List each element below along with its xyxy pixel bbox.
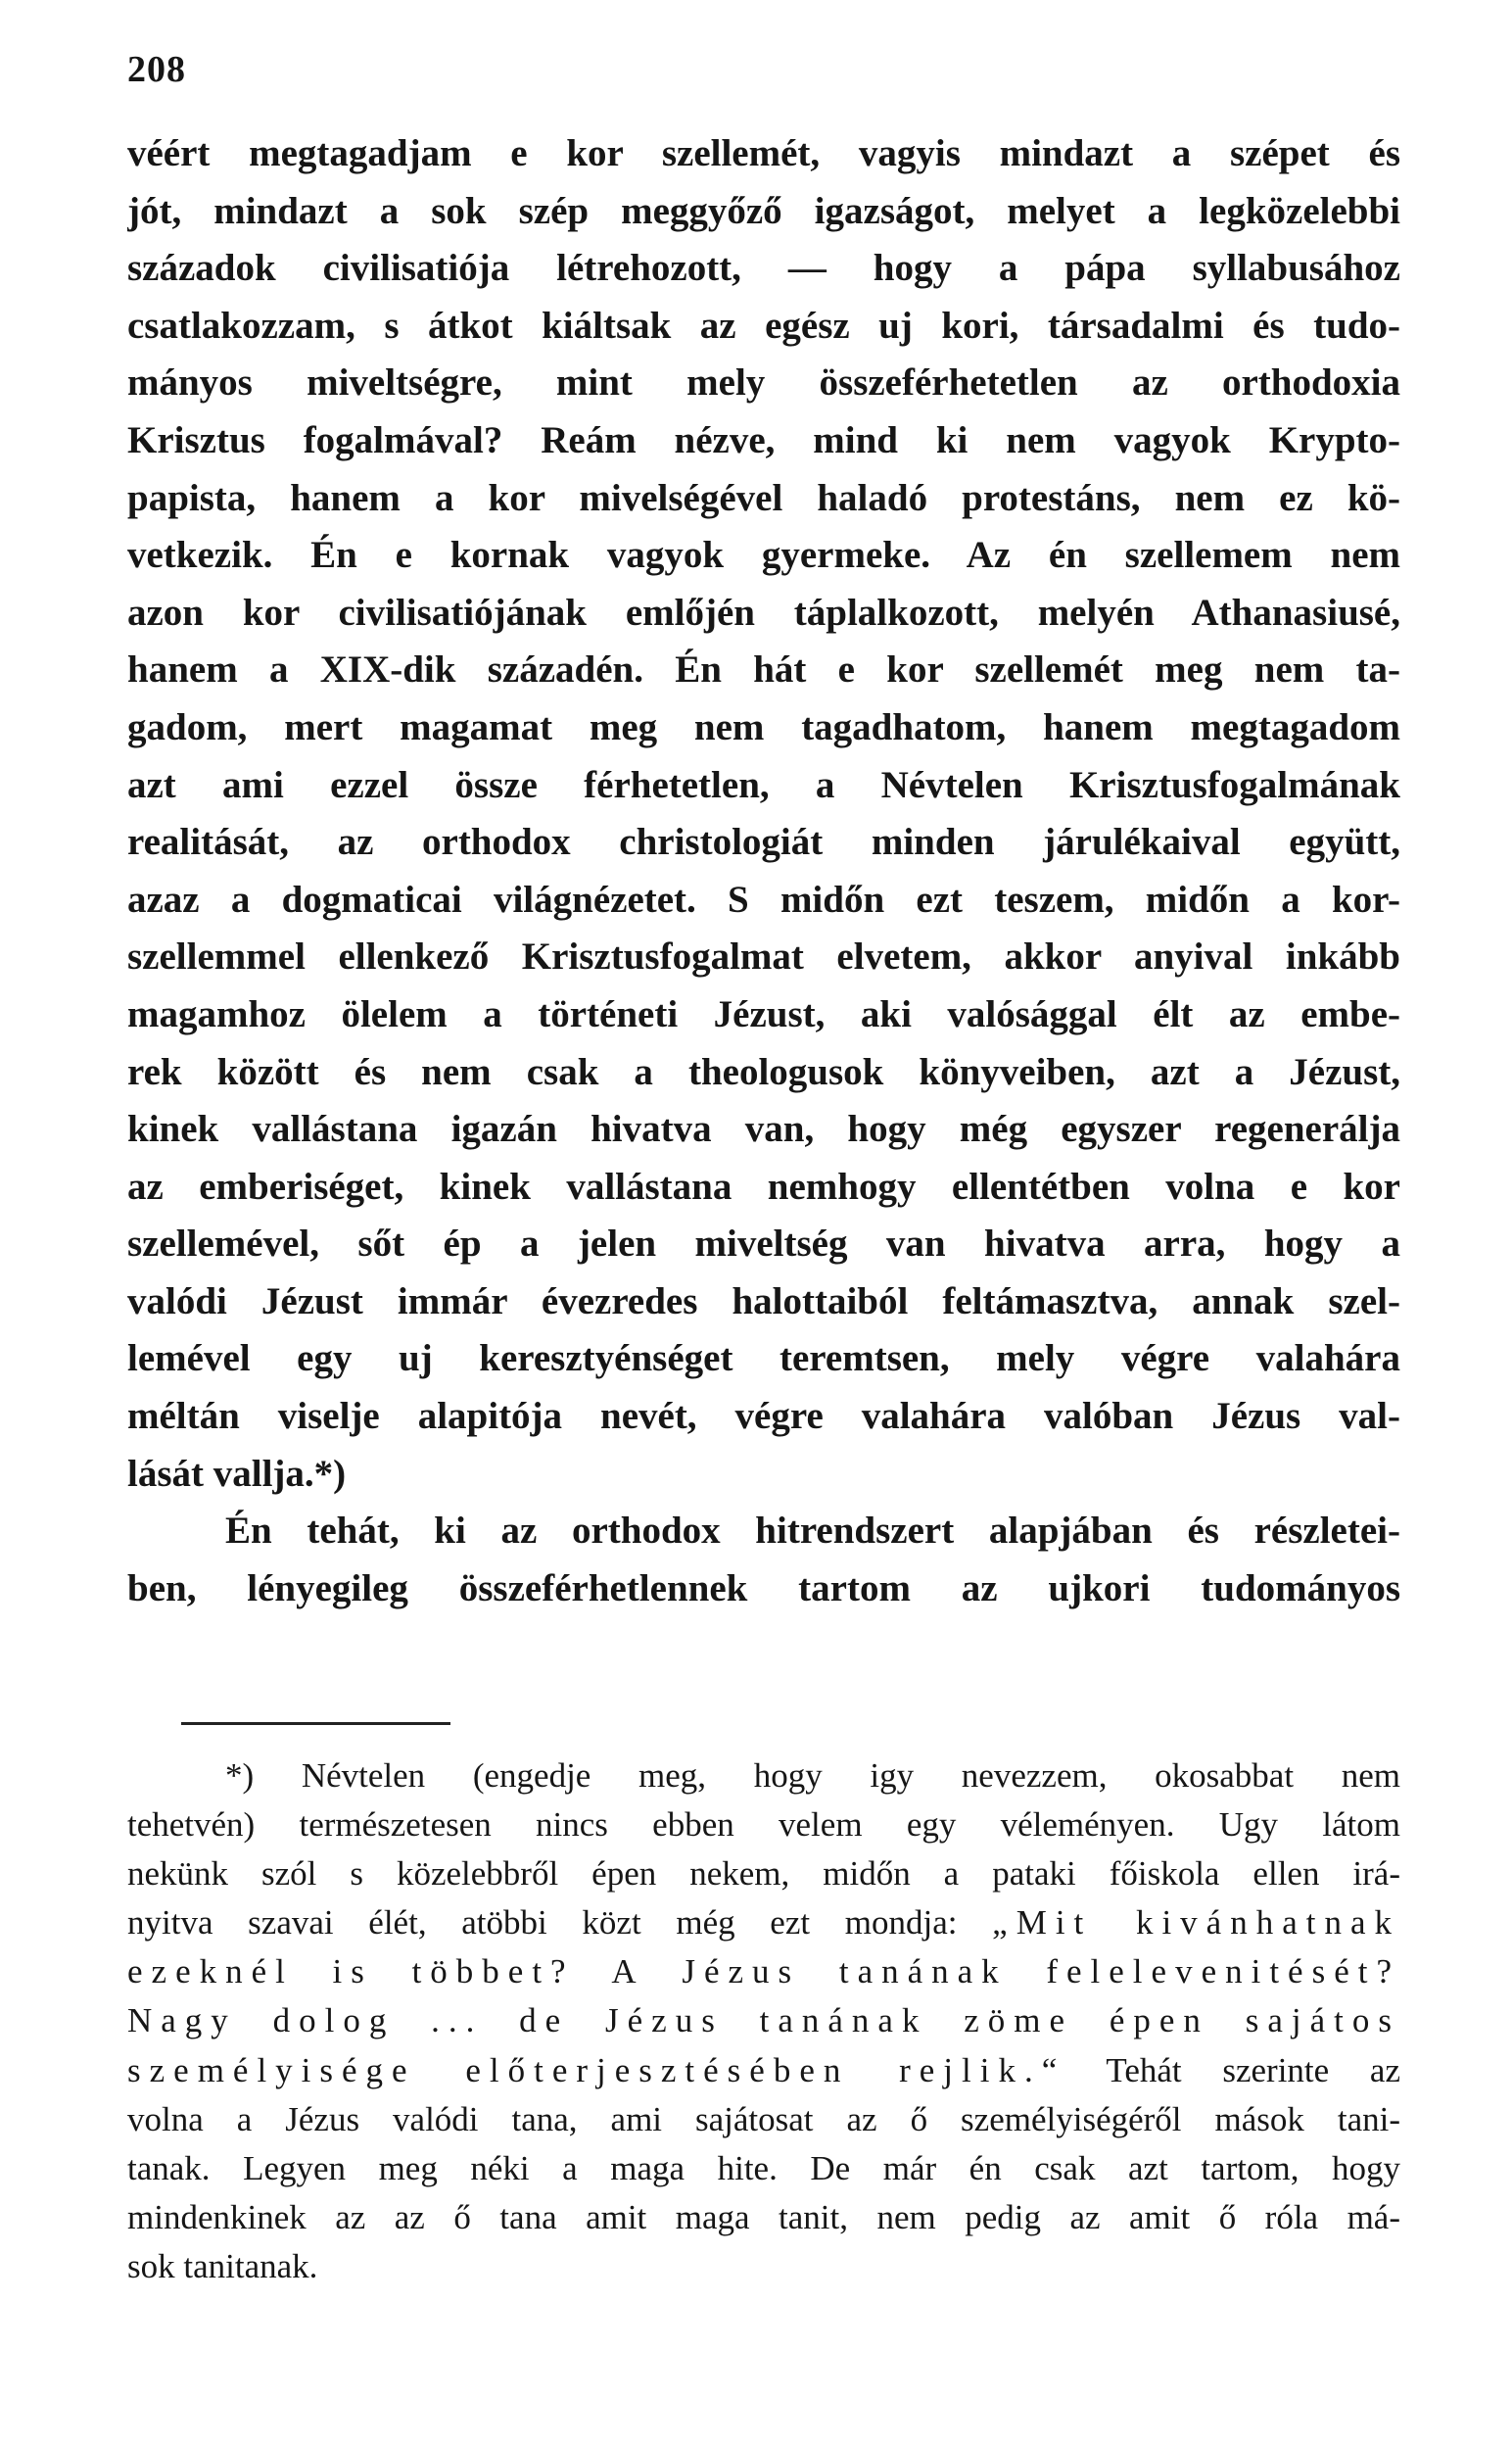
text-line: az emberiséget, kinek vallástana nemhogy ellentétben volna e kor <box>127 1165 1400 1208</box>
text-line: rek között és nem csak a theologusok könyveiben, azt a Jézust, <box>127 1050 1400 1093</box>
quoted-text: személyisége előterjesztésében rejlik.“ <box>127 2050 1066 2089</box>
footnote-text: nyitva szavai élét, atöbbi közt még ezt mondja: <box>127 1903 993 1942</box>
page-number: 208 <box>127 49 186 90</box>
text-line: valódi Jézust immár évezredes halottaiból feltámasztva, annak szel- <box>127 1279 1400 1322</box>
text-line: véért megtagadjam e kor szellemét, vagyis mindazt a szépet és <box>127 132 1400 174</box>
text-line: gadom, mert magamat meg nem tagadhatom, hanem megtagadom <box>127 705 1400 748</box>
footnote <box>127 1751 1400 2291</box>
footnote-line: *) Névtelen (engedje meg, hogy igy nevezzem, okosabbat nem <box>225 1756 1400 1795</box>
footnote-divider <box>181 1722 450 1725</box>
text-line: azaz a dogmaticai világnézetet. S midőn ezt teszem, midőn a kor- <box>127 878 1400 921</box>
footnote-text: Tehát szerinte az <box>1065 2050 1400 2089</box>
text-line: ben, lényegileg összeférhetlennek tartom az ujkori tudományos <box>127 1566 1400 1609</box>
text-line: hanem a XIX-dik századén. Én hát e kor szellemét meg nem ta- <box>127 648 1400 692</box>
quoted-text: „Mit kivánhatnak <box>992 1903 1400 1942</box>
text-line: papista, hanem a kor mivelségével haladó protestáns, nem ez kö- <box>127 476 1400 519</box>
footnote-line: sok tanitanak. <box>127 2246 318 2285</box>
text-line: lását vallja.*) <box>127 1452 347 1495</box>
text-line: realitását, az orthodox christologiát minden járulékaival együtt, <box>127 821 1400 864</box>
text-line: századok civilisatiója létrehozott, — hogy a pápa syllabusához <box>127 247 1400 290</box>
text-line: vetkezik. Én e kornak vagyok gyermeke. Az én szellemem nem <box>127 534 1400 577</box>
text-line: lemével egy uj keresztyénséget teremtsen, mely végre valahára <box>127 1337 1400 1380</box>
paragraph-start-line: Én tehát, ki az orthodox hitrendszert alapjában és részletei- <box>225 1510 1400 1553</box>
text-line: magamhoz ölelem a történeti Jézust, aki valósággal élt az embe- <box>127 992 1400 1035</box>
text-line: azon kor civilisatiójának emlőjén táplalkozott, melyén Athanasiusé, <box>127 591 1400 634</box>
text-line: méltán viselje alapitója nevét, végre valahára valóban Jézus val- <box>127 1395 1400 1438</box>
quoted-line: Nagy dolog ... de Jézus tanának zöme épen sajátos <box>127 2001 1400 2040</box>
footnote-line <box>127 2046 1400 2095</box>
footnote-line: tanak. Legyen meg néki a maga hite. De már én csak azt tartom, hogy <box>127 2148 1400 2187</box>
text-line: szellemével, sőt ép a jelen miveltség van hivatva arra, hogy a <box>127 1223 1400 1266</box>
quoted-line: ezeknél is többet? A Jézus tanának felelevenitését? <box>127 1952 1400 1991</box>
text-line: szellemmel ellenkező Krisztusfogalmat elvetem, akkor anyival inkább <box>127 935 1400 979</box>
footnote-line: nekünk szól s közelebbről épen nekem, midőn a pataki főiskola ellen irá- <box>127 1854 1400 1894</box>
text-line: kinek vallástana igazán hivatva van, hogy még egyszer regenerálja <box>127 1108 1400 1151</box>
footnote-line: volna a Jézus valódi tana, ami sajátosat az ő személyiségéről mások tani- <box>127 2099 1400 2138</box>
main-text <box>127 125 1400 1617</box>
text-line: jót, mindazt a sok szép meggyőző igazságot, melyet a legközelebbi <box>127 189 1400 232</box>
text-line: azt ami ezzel össze férhetetlen, a Névtelen Krisztusfogalmának <box>127 763 1400 806</box>
footnote-line <box>127 1898 1400 1947</box>
footnote-line: mindenkinek az az ő tana amit maga tanit, nem pedig az amit ő róla má- <box>127 2197 1400 2236</box>
text-line: mányos miveltségre, mint mely összeférhetetlen az orthodoxia <box>127 361 1400 405</box>
footnote-line: tehetvén) természetesen nincs ebben velem egy véleményen. Ugy látom <box>127 1805 1400 1845</box>
text-line: Krisztus fogalmával? Reám nézve, mind ki nem vagyok Krypto- <box>127 418 1400 461</box>
text-line: csatlakozzam, s átkot kiáltsak az egész uj kori, társadalmi és tudo- <box>127 304 1400 347</box>
